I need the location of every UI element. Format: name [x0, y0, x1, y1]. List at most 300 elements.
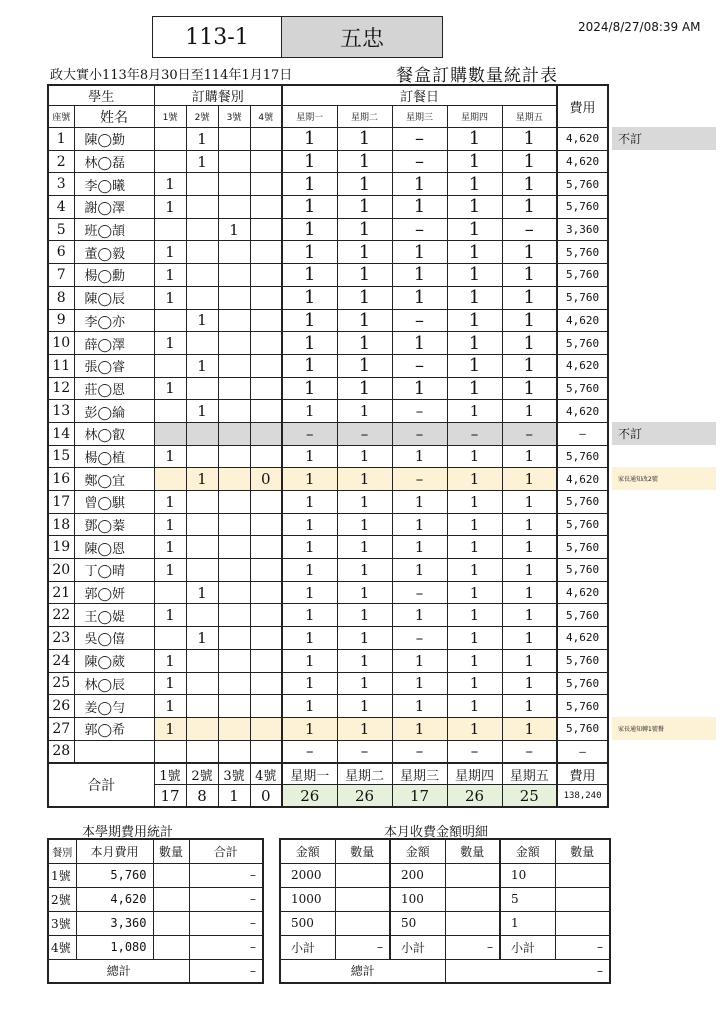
day-cell: 1	[282, 377, 337, 400]
class-code: 113-1	[185, 24, 249, 50]
side-note: 不訂	[612, 422, 716, 445]
day-cell: 1	[392, 445, 447, 468]
meal-cell	[154, 309, 186, 332]
fee-cell: 5,760	[557, 196, 608, 219]
fee-cell: 5,760	[557, 695, 608, 718]
table-row	[48, 400, 608, 423]
day-cell: 1	[502, 377, 557, 400]
day-cell: –	[392, 400, 447, 423]
meal-cell	[186, 422, 218, 445]
day-cell: 1	[337, 581, 392, 604]
day-cell: 1	[447, 672, 502, 695]
day-cell: 1	[392, 649, 447, 672]
day-cell: 1	[282, 513, 337, 536]
student-name: 彭◯綸	[74, 400, 154, 423]
day-cell: 1	[502, 264, 557, 287]
meal-cell: 1	[154, 695, 186, 718]
day-cell: 1	[502, 241, 557, 264]
day-cell: 1	[502, 445, 557, 468]
side-note: 家長通知改2號	[612, 467, 716, 490]
seat-number: 7	[48, 264, 74, 287]
meal-cell	[154, 627, 186, 650]
day-cell: 1	[502, 695, 557, 718]
breakdown-cell	[555, 863, 610, 887]
meal-cell	[218, 649, 250, 672]
semester-cell: 4號	[48, 935, 76, 959]
total-fee-label: 費用	[557, 763, 608, 785]
day-cell: 1	[282, 445, 337, 468]
meal-cell: 1	[154, 332, 186, 355]
collection-breakdown-table	[279, 838, 611, 984]
day-cell: 1	[282, 218, 337, 241]
student-name: 楊◯植	[74, 445, 154, 468]
meal-cell	[218, 196, 250, 219]
semester-cell: 3,360	[76, 911, 153, 935]
day-cell: 1	[447, 332, 502, 355]
student-name: 郭◯希	[74, 717, 154, 740]
day-cell: 1	[502, 717, 557, 740]
meal-cell: 0	[250, 468, 282, 491]
meal-cell	[186, 513, 218, 536]
meal-cell: 1	[154, 604, 186, 627]
student-name: 謝◯澤	[74, 196, 154, 219]
meal-cell	[250, 559, 282, 582]
day-cell: 1	[502, 468, 557, 491]
day-cell: 1	[447, 649, 502, 672]
day-cell: 1	[502, 649, 557, 672]
day-cell: 1	[337, 128, 392, 151]
seat-number: 5	[48, 218, 74, 241]
seat-number: 27	[48, 717, 74, 740]
day-cell: 1	[392, 695, 447, 718]
meal-cell	[218, 468, 250, 491]
total-meal-label: 2號	[186, 763, 218, 785]
fee-cell: 5,760	[557, 173, 608, 196]
fee-cell: 4,620	[557, 354, 608, 377]
day-header: 星期二	[337, 106, 392, 128]
seat-number: 14	[48, 422, 74, 445]
student-group-header: 學生	[48, 85, 154, 106]
day-cell: 1	[337, 513, 392, 536]
meal-cell	[218, 695, 250, 718]
fee-cell: 5,760	[557, 264, 608, 287]
student-name: 陳◯勤	[74, 128, 154, 151]
meal-cell	[186, 218, 218, 241]
seat-number: 2	[48, 150, 74, 173]
breakdown-cell	[555, 887, 610, 911]
meal-cell	[250, 354, 282, 377]
semester-row	[48, 863, 263, 887]
seat-number: 11	[48, 354, 74, 377]
fee-cell: –	[557, 422, 608, 445]
day-cell: 1	[392, 513, 447, 536]
day-cell: 1	[337, 354, 392, 377]
meal-cell	[186, 672, 218, 695]
semester-cell: –	[189, 887, 263, 911]
day-cell: 1	[337, 264, 392, 287]
day-cell: 1	[502, 196, 557, 219]
timestamp: 2024/8/27/08:39 AM	[578, 20, 701, 34]
breakdown-cell: 1000	[280, 887, 335, 911]
breakdown-cell: 200	[390, 863, 445, 887]
meal-cell: 1	[154, 672, 186, 695]
day-cell: 1	[392, 286, 447, 309]
breakdown-header: 金額	[280, 839, 335, 863]
meal-cell	[154, 150, 186, 173]
semester-total-label: 總計	[48, 959, 189, 983]
table-row	[48, 445, 608, 468]
day-cell: –	[502, 422, 557, 445]
meal-cell	[186, 286, 218, 309]
table-row	[48, 150, 608, 173]
day-cell: 1	[337, 286, 392, 309]
meal-cell: 1	[154, 649, 186, 672]
semester-cell: 1號	[48, 863, 76, 887]
meal-cell	[250, 604, 282, 627]
day-cell: 1	[282, 581, 337, 604]
breakdown-cell: 小計	[280, 935, 335, 959]
meal-cell	[250, 513, 282, 536]
meal-header: 1號	[154, 106, 186, 128]
day-cell: 1	[282, 173, 337, 196]
day-cell: 1	[502, 604, 557, 627]
day-cell: 1	[337, 536, 392, 559]
meal-cell	[218, 377, 250, 400]
day-cell: 1	[447, 445, 502, 468]
fee-cell: 5,760	[557, 604, 608, 627]
student-name: 李◯亦	[74, 309, 154, 332]
meal-cell	[154, 354, 186, 377]
breakdown-cell: –	[555, 935, 610, 959]
total-day-label: 星期三	[392, 763, 447, 785]
table-row	[48, 672, 608, 695]
seat-number: 3	[48, 173, 74, 196]
day-header: 星期五	[502, 106, 557, 128]
seat-number: 18	[48, 513, 74, 536]
meal-cell	[250, 400, 282, 423]
breakdown-header: 數量	[555, 839, 610, 863]
meal-cell	[250, 649, 282, 672]
day-header: 星期四	[447, 106, 502, 128]
meal-cell: 1	[154, 196, 186, 219]
day-cell: –	[392, 128, 447, 151]
day-cell: 1	[447, 695, 502, 718]
day-cell: –	[337, 740, 392, 763]
day-cell: 1	[282, 468, 337, 491]
meal-cell	[186, 241, 218, 264]
day-cell: 1	[447, 604, 502, 627]
meal-cell: 1	[154, 717, 186, 740]
day-cell: 1	[337, 559, 392, 582]
seat-number: 1	[48, 128, 74, 151]
day-cell: 1	[282, 309, 337, 332]
breakdown-cell	[445, 911, 500, 935]
student-name: 薛◯澤	[74, 332, 154, 355]
student-name: 李◯曦	[74, 173, 154, 196]
fee-cell: 4,620	[557, 627, 608, 650]
student-name: 曾◯騏	[74, 491, 154, 514]
meal-cell	[186, 740, 218, 763]
student-name: 丁◯晴	[74, 559, 154, 582]
meal-cell	[250, 173, 282, 196]
meal-cell	[250, 218, 282, 241]
meal-cell	[250, 241, 282, 264]
student-name: 林◯辰	[74, 672, 154, 695]
meal-cell	[250, 264, 282, 287]
meal-cell: 1	[154, 491, 186, 514]
total-day-count: 25	[502, 785, 557, 807]
day-cell: 1	[337, 604, 392, 627]
semester-header: 餐別	[48, 839, 76, 863]
day-cell: 1	[392, 173, 447, 196]
meal-cell: 1	[154, 286, 186, 309]
breakdown-header: 金額	[390, 839, 445, 863]
semester-header: 合計	[189, 839, 263, 863]
day-cell: 1	[392, 672, 447, 695]
day-cell: 1	[337, 717, 392, 740]
seat-number: 17	[48, 491, 74, 514]
day-cell: 1	[282, 627, 337, 650]
day-cell: –	[447, 740, 502, 763]
day-cell: 1	[447, 309, 502, 332]
day-cell: 1	[337, 695, 392, 718]
day-cell: 1	[337, 400, 392, 423]
table-row	[48, 717, 608, 740]
breakdown-header: 金額	[500, 839, 555, 863]
meal-cell: 1	[154, 536, 186, 559]
day-cell: 1	[282, 491, 337, 514]
meal-cell: 1	[186, 468, 218, 491]
student-name: 姜◯勻	[74, 695, 154, 718]
fee-cell: 5,760	[557, 491, 608, 514]
student-name: 陳◯葳	[74, 649, 154, 672]
meal-header: 2號	[186, 106, 218, 128]
meal-cell	[218, 264, 250, 287]
table-row	[48, 491, 608, 514]
meal-cell	[218, 604, 250, 627]
total-day-count: 26	[447, 785, 502, 807]
breakdown-row	[280, 935, 610, 959]
semester-cell: –	[189, 863, 263, 887]
table-row	[48, 604, 608, 627]
meal-cell	[186, 377, 218, 400]
table-row	[48, 559, 608, 582]
day-cell: 1	[392, 491, 447, 514]
day-cell: 1	[502, 400, 557, 423]
semester-fee-table	[47, 838, 264, 984]
day-cell: 1	[502, 309, 557, 332]
day-cell: 1	[337, 332, 392, 355]
meal-cell	[250, 627, 282, 650]
breakdown-cell	[335, 887, 390, 911]
student-name: 吳◯僖	[74, 627, 154, 650]
total-meal-count: 0	[250, 785, 282, 807]
class-code-box	[152, 16, 282, 58]
meal-cell: 1	[154, 264, 186, 287]
day-cell: 1	[282, 241, 337, 264]
table-row	[48, 695, 608, 718]
day-cell: 1	[337, 241, 392, 264]
fee-cell: 5,760	[557, 513, 608, 536]
fee-cell: 4,620	[557, 309, 608, 332]
seat-number: 19	[48, 536, 74, 559]
meal-cell: 1	[218, 218, 250, 241]
day-cell: 1	[502, 581, 557, 604]
table-row	[48, 740, 608, 763]
breakdown-cell	[445, 863, 500, 887]
meal-cell	[250, 377, 282, 400]
seat-number: 8	[48, 286, 74, 309]
semester-header: 本月費用	[76, 839, 153, 863]
meal-cell: 1	[186, 150, 218, 173]
seat-number: 22	[48, 604, 74, 627]
meal-cell	[186, 196, 218, 219]
table-row	[48, 627, 608, 650]
meal-cell: 1	[154, 513, 186, 536]
meal-cell	[218, 513, 250, 536]
student-name: 郭◯妍	[74, 581, 154, 604]
seat-header: 座號	[48, 106, 74, 128]
day-cell: 1	[392, 717, 447, 740]
table-row	[48, 264, 608, 287]
table-row	[48, 332, 608, 355]
fee-cell: 3,360	[557, 218, 608, 241]
fee-cell: 4,620	[557, 468, 608, 491]
total-day-label: 星期四	[447, 763, 502, 785]
total-day-label: 星期五	[502, 763, 557, 785]
total-meal-count: 1	[218, 785, 250, 807]
day-cell: 1	[337, 218, 392, 241]
seat-number: 21	[48, 581, 74, 604]
day-cell: –	[392, 150, 447, 173]
semester-cell: –	[189, 935, 263, 959]
meal-cell	[218, 740, 250, 763]
seat-number: 13	[48, 400, 74, 423]
name-header: 姓名	[74, 106, 154, 128]
day-cell: 1	[502, 150, 557, 173]
day-cell: 1	[282, 332, 337, 355]
day-cell: 1	[502, 672, 557, 695]
table-row	[48, 218, 608, 241]
meal-cell	[154, 128, 186, 151]
student-name: 董◯毅	[74, 241, 154, 264]
meal-cell	[186, 491, 218, 514]
day-cell: 1	[337, 150, 392, 173]
table-row	[48, 196, 608, 219]
breakdown-cell: –	[445, 935, 500, 959]
day-header: 星期一	[282, 106, 337, 128]
meal-cell	[186, 173, 218, 196]
day-header: 星期三	[392, 106, 447, 128]
fee-cell: 4,620	[557, 128, 608, 151]
semester-cell: –	[189, 911, 263, 935]
day-cell: –	[392, 354, 447, 377]
semester-cell	[153, 935, 189, 959]
meal-cell	[154, 218, 186, 241]
meal-cell: 1	[154, 241, 186, 264]
student-name	[74, 740, 154, 763]
meal-cell: 1	[186, 400, 218, 423]
meal-cell	[250, 581, 282, 604]
table-row	[48, 513, 608, 536]
meal-cell	[250, 672, 282, 695]
table-row	[48, 536, 608, 559]
breakdown-cell: –	[335, 935, 390, 959]
day-cell: 1	[447, 468, 502, 491]
meal-cell	[218, 491, 250, 514]
student-name: 班◯頡	[74, 218, 154, 241]
meal-cell	[186, 717, 218, 740]
day-cell: –	[447, 422, 502, 445]
day-cell: 1	[502, 332, 557, 355]
meal-cell	[154, 400, 186, 423]
meal-cell	[250, 286, 282, 309]
day-cell: –	[392, 309, 447, 332]
breakdown-cell: 1	[500, 911, 555, 935]
breakdown-header: 數量	[445, 839, 500, 863]
day-cell: –	[502, 740, 557, 763]
day-cell: 1	[392, 196, 447, 219]
meal-cell	[250, 422, 282, 445]
total-meal-label: 4號	[250, 763, 282, 785]
semester-cell: 5,760	[76, 863, 153, 887]
day-cell: 1	[282, 717, 337, 740]
student-name: 林◯磊	[74, 150, 154, 173]
day-cell: 1	[447, 218, 502, 241]
day-cell: –	[392, 627, 447, 650]
day-cell: 1	[502, 559, 557, 582]
meal-cell	[218, 309, 250, 332]
semester-cell: 3號	[48, 911, 76, 935]
seat-number: 23	[48, 627, 74, 650]
meal-cell	[250, 717, 282, 740]
meal-cell	[218, 354, 250, 377]
meal-cell	[250, 445, 282, 468]
breakdown-row	[280, 863, 610, 887]
meal-cell	[154, 740, 186, 763]
meal-cell	[250, 332, 282, 355]
day-cell: 1	[337, 309, 392, 332]
seat-number: 20	[48, 559, 74, 582]
meal-cell	[218, 173, 250, 196]
side-note: 家長通知轉1號餐	[612, 717, 716, 740]
day-cell: 1	[447, 128, 502, 151]
day-cell: 1	[447, 264, 502, 287]
meal-cell	[218, 559, 250, 582]
day-cell: 1	[447, 717, 502, 740]
table-row	[48, 309, 608, 332]
class-name-box	[281, 16, 443, 58]
table-row	[48, 581, 608, 604]
day-cell: 1	[337, 468, 392, 491]
day-cell: 1	[447, 513, 502, 536]
total-day-count: 26	[337, 785, 392, 807]
breakdown-cell: 小計	[500, 935, 555, 959]
day-cell: 1	[282, 286, 337, 309]
day-cell: 1	[392, 264, 447, 287]
day-cell: 1	[282, 536, 337, 559]
day-cell: 1	[337, 491, 392, 514]
semester-cell: 1,080	[76, 935, 153, 959]
breakdown-cell: 500	[280, 911, 335, 935]
day-cell: 1	[502, 286, 557, 309]
day-cell: 1	[447, 150, 502, 173]
order-table	[47, 84, 609, 808]
meal-cell	[154, 468, 186, 491]
semester-row	[48, 935, 263, 959]
meal-cell	[218, 128, 250, 151]
meal-cell	[250, 150, 282, 173]
